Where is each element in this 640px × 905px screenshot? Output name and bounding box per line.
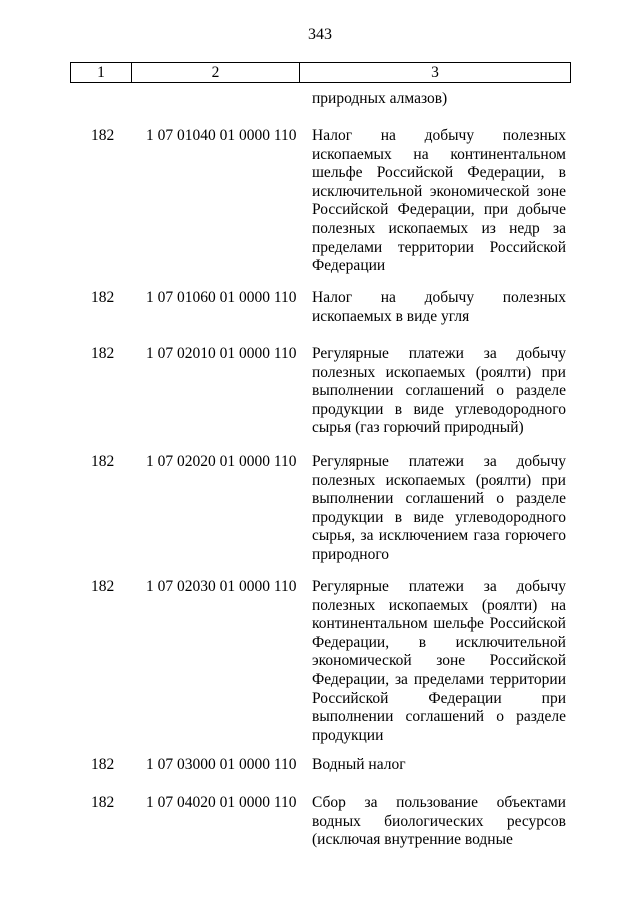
word: в <box>558 164 566 182</box>
word: при <box>541 689 566 707</box>
word: водных <box>312 812 361 830</box>
description-line <box>312 183 566 202</box>
column-header-table <box>70 62 571 83</box>
budget-classification-code: 1 07 01040 01 0000 110 <box>146 127 297 144</box>
admin-code: 182 <box>91 289 115 306</box>
word: Федерации, <box>312 633 390 651</box>
word: полезных <box>312 471 376 489</box>
description-line <box>312 127 566 146</box>
description-line <box>312 634 566 653</box>
budget-classification-code: 1 07 02030 01 0000 110 <box>146 578 297 595</box>
word: Российской <box>312 201 389 219</box>
continuation-line: природных алмазов) <box>312 90 448 107</box>
word: полезных <box>502 127 566 144</box>
word: исключением <box>378 527 469 545</box>
admin-code: 182 <box>91 127 115 144</box>
word: шельфе <box>433 615 484 633</box>
word: полезных <box>312 363 376 381</box>
word: Регулярные <box>312 578 389 595</box>
description-line <box>312 578 566 597</box>
word: экономической <box>312 652 412 670</box>
description-line: Федерации <box>312 257 386 275</box>
header-col-1: 1 <box>71 63 132 83</box>
word: на <box>413 145 429 163</box>
word: добычу <box>424 289 475 306</box>
word: ископаемых <box>385 363 466 381</box>
description-line <box>312 813 566 832</box>
budget-classification-code: 1 07 04020 01 0000 110 <box>146 794 297 811</box>
word: при <box>483 201 509 219</box>
income-description <box>312 345 566 438</box>
description-line <box>312 615 566 634</box>
description-line <box>312 794 566 813</box>
budget-classification-code: 1 07 02020 01 0000 110 <box>146 453 297 470</box>
description-line <box>312 220 566 239</box>
word: при <box>541 471 566 489</box>
word: продукции <box>312 400 384 418</box>
word: углеводородного <box>455 400 566 418</box>
header-col-2: 2 <box>132 63 300 83</box>
word: за <box>483 345 497 362</box>
admin-code: 182 <box>91 578 115 595</box>
word: в <box>394 508 403 526</box>
word: территории <box>489 670 566 688</box>
description-line: сырья (газ горючий природный) <box>312 419 524 437</box>
word: соглашений <box>405 708 485 726</box>
word: исключительной <box>455 633 566 651</box>
description-line <box>312 146 566 165</box>
description-line <box>312 401 566 420</box>
word: разделе <box>516 490 566 508</box>
word: виде <box>413 508 444 526</box>
word: полезных <box>312 596 376 614</box>
word: (роялти) <box>475 471 532 489</box>
word: Российской <box>489 615 566 633</box>
word: территории <box>397 238 474 256</box>
word: пределами <box>312 238 383 256</box>
description-line <box>312 652 566 671</box>
word: о <box>496 490 504 508</box>
word: Российской <box>312 689 389 707</box>
word: Регулярные <box>312 453 389 470</box>
description-line <box>312 472 566 491</box>
description-line <box>312 345 566 364</box>
word: экономической <box>429 182 530 200</box>
page-number: 343 <box>308 26 332 43</box>
word: (роялти) <box>475 363 532 381</box>
income-description <box>312 794 566 850</box>
word: добычу <box>516 453 566 470</box>
word: ископаемых <box>388 596 469 614</box>
description-line <box>312 382 566 401</box>
word: виде <box>413 400 444 418</box>
word: Российской <box>376 164 454 182</box>
word: выполнении <box>312 382 394 400</box>
word: полезных <box>312 219 376 237</box>
word: платежи <box>408 345 464 362</box>
word: шельфе <box>312 164 363 182</box>
word: соглашений <box>405 382 485 400</box>
description-line: продукции <box>312 726 384 744</box>
word: горючего <box>505 527 566 545</box>
word: на <box>550 596 566 614</box>
word: Федерации, <box>312 670 390 688</box>
word: исключительной <box>312 182 423 200</box>
admin-code: 182 <box>91 756 115 773</box>
word: выполнении <box>312 490 394 508</box>
description-line: ископаемых в виде угля <box>312 307 470 325</box>
description-line <box>312 201 566 220</box>
word: в <box>418 633 427 651</box>
admin-code: 182 <box>91 345 115 362</box>
word: о <box>496 382 504 400</box>
word: объектами <box>496 794 566 811</box>
description-line <box>312 671 566 690</box>
word: за <box>394 670 408 688</box>
description-line <box>312 597 566 616</box>
word: платежи <box>408 453 464 470</box>
income-description <box>312 127 566 276</box>
word: на <box>380 127 396 144</box>
word: Налог <box>312 289 353 306</box>
income-description <box>312 289 566 326</box>
word: платежи <box>408 578 464 595</box>
word: добычу <box>424 127 475 144</box>
word: сырья, <box>312 527 356 545</box>
description-line <box>312 364 566 383</box>
budget-classification-code: 1 07 01060 01 0000 110 <box>146 289 297 306</box>
description-line <box>312 708 566 727</box>
word: добыче <box>517 201 566 219</box>
word: о <box>496 708 504 726</box>
word: за <box>483 453 497 470</box>
word: продукции <box>312 508 384 526</box>
description-line <box>312 690 566 709</box>
word: зоне <box>537 182 566 200</box>
description-line: (исключая внутренние водные <box>312 831 513 849</box>
word: биологических <box>384 812 484 830</box>
description-line <box>312 490 566 509</box>
word: Российской <box>489 238 566 256</box>
word: при <box>541 363 566 381</box>
word: за <box>483 578 497 595</box>
word: недр <box>509 219 540 237</box>
word: углеводородного <box>455 508 566 526</box>
word: добычу <box>516 345 566 362</box>
header-col-3: 3 <box>300 63 571 83</box>
description-line <box>312 453 566 472</box>
word: в <box>394 400 403 418</box>
description-line <box>312 164 566 183</box>
word: соглашений <box>405 490 485 508</box>
income-description <box>312 756 566 775</box>
word: из <box>481 219 496 237</box>
word: Российской <box>489 652 566 670</box>
word: Федерации, <box>397 201 475 219</box>
budget-classification-code: 1 07 03000 01 0000 110 <box>146 756 297 773</box>
description-line <box>312 239 566 258</box>
budget-classification-code: 1 07 02010 01 0000 110 <box>146 345 297 362</box>
word: (роялти) <box>481 596 538 614</box>
word: Регулярные <box>312 345 389 362</box>
word: ископаемых <box>312 145 392 163</box>
word: континентальном <box>450 145 566 163</box>
word: полезных <box>502 289 566 306</box>
word: зоне <box>436 652 466 670</box>
admin-code: 182 <box>91 794 115 811</box>
word: разделе <box>516 708 566 726</box>
word: ресурсов <box>506 812 566 830</box>
description-line <box>312 527 566 546</box>
income-description <box>312 453 566 565</box>
description-line <box>312 289 566 308</box>
admin-code: 182 <box>91 453 115 470</box>
word: за <box>552 219 566 237</box>
word: континентальном <box>312 615 428 633</box>
word: выполнении <box>312 708 394 726</box>
income-description <box>312 578 566 745</box>
word: ископаемых <box>385 471 466 489</box>
word: пределами <box>413 670 485 688</box>
word: за <box>364 794 378 811</box>
word: Сбор <box>312 794 346 811</box>
word: пользование <box>396 794 478 811</box>
description-line <box>312 509 566 528</box>
word: Налог <box>312 127 353 144</box>
description-line: Водный налог <box>312 756 406 773</box>
continuation-text <box>312 90 566 109</box>
word: добычу <box>516 578 566 595</box>
word: разделе <box>516 382 566 400</box>
word: ископаемых <box>388 219 469 237</box>
word: газа <box>473 527 500 545</box>
word: Федерации <box>428 689 502 707</box>
word: за <box>360 527 374 545</box>
word: на <box>380 289 396 306</box>
word: Федерации, <box>467 164 545 182</box>
description-line: природного <box>312 545 390 563</box>
